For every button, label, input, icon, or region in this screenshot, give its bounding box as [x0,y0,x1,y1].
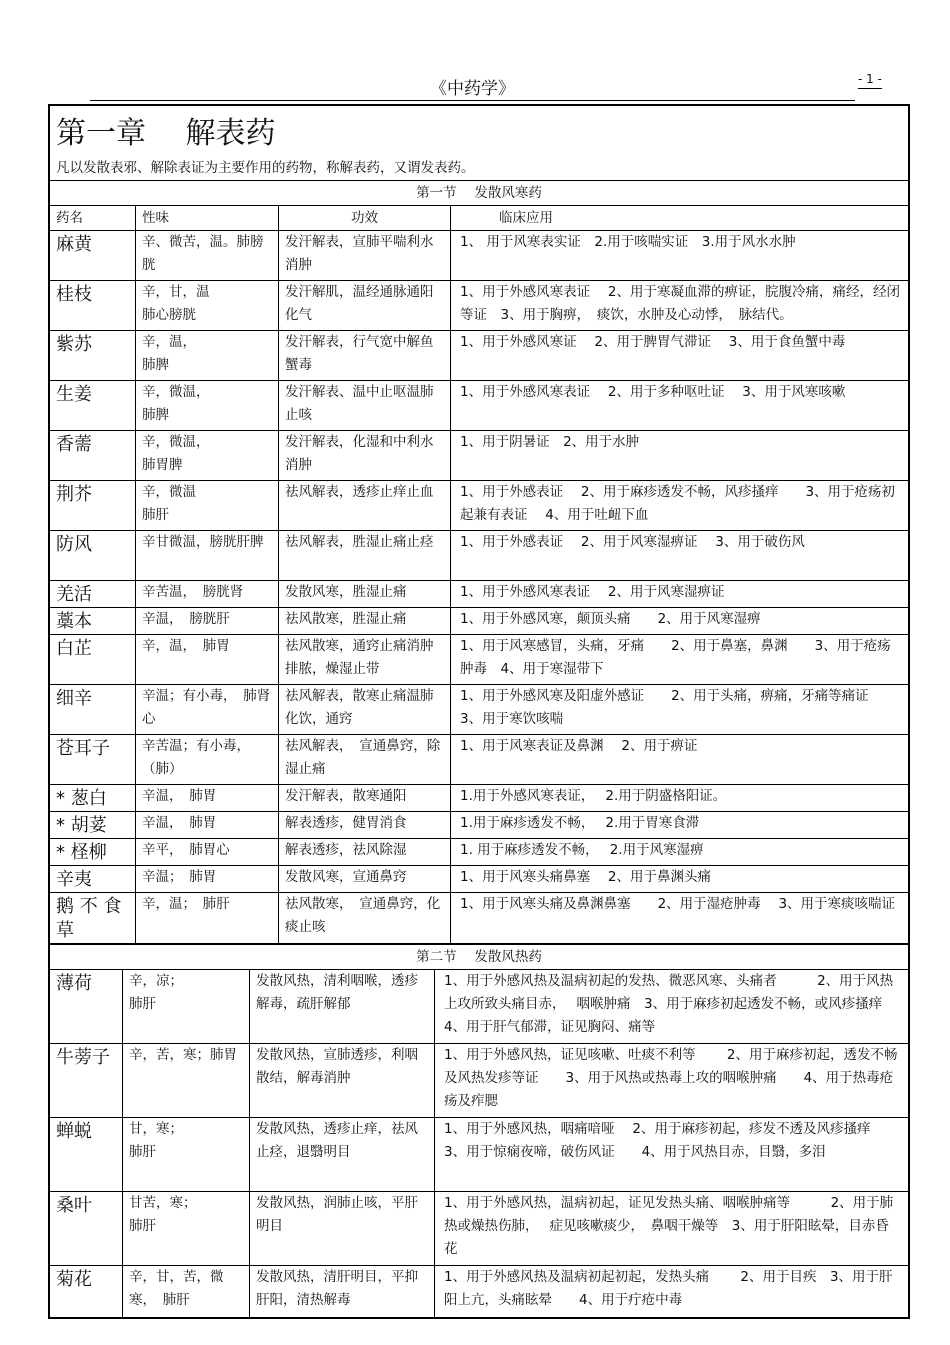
herb-usage: 1、用于外感风热及温病初起的发热、微恶风寒、头痛者 2、用于风热上攻所致头痛目赤， 咽喉肿痛 3、用于麻疹初起透发不畅，或风疹搔痒 4、用于肝气郁滞，证见胸闷、痛等 [435,970,909,1044]
herb-effect: 祛风解表，散寒止痛温肺化饮，通窍 [279,685,451,735]
herb-name: 牛蒡子 [50,1044,123,1118]
herb-nature: 辛温， 膀胱肝 [136,608,279,635]
herb-name: 苍耳子 [50,735,136,785]
herb-effect: 祛风散寒，通窍止痛消肿排脓，燥湿止带 [279,635,451,685]
herb-effect: 祛风解表，胜湿止痛止痉 [279,531,451,581]
herb-nature: 辛温， 肺胃 [136,785,279,812]
herb-nature: 辛，甘，温 肺心膀胱 [136,281,279,331]
herb-row [50,581,909,608]
herb-usage: 1、用于风寒头痛鼻塞 2、用于鼻渊头痛 [451,866,909,893]
herb-effect: 发散风热，润肺止咳，平肝明目 [250,1192,435,1266]
herb-effect: 祛风解表， 宣通鼻窍，除湿止痛 [279,735,451,785]
herb-name: 羌活 [50,581,136,608]
herb-name: * 葱白 [50,785,136,812]
herb-name: 菊花 [50,1266,123,1318]
herb-name: 紫苏 [50,331,136,381]
herb-usage: 1、用于外感风热及温病初起初起，发热头痛 2、用于目疾 3、用于肝阳上亢，头痛眩晕 4、用于疔疮中毒 [435,1266,909,1318]
herb-nature: 辛，甘，苦，微寒， 肺肝 [123,1266,250,1318]
herb-table-frame [48,104,910,1319]
herb-usage: 1、用于风寒感冒，头痛，牙痛 2、用于鼻塞，鼻渊 3、用于疮疡肿毒 4、用于寒湿带下 [451,635,909,685]
herb-usage: 1、用于外感风寒证 2、用于脾胃气滞证 3、用于食鱼蟹中毒 [451,331,909,381]
herb-row [50,1118,909,1192]
herb-usage: 1、用于外感风寒，颠顶头痛 2、用于风寒湿痹 [451,608,909,635]
herb-row [50,608,909,635]
herb-effect: 解表透疹，健胃消食 [279,812,451,839]
herb-name: 蝉蜕 [50,1118,123,1192]
herb-name: 桑叶 [50,1192,123,1266]
herb-effect: 发汗解表、温中止呕温肺止咳 [279,381,451,431]
herb-effect: 发散风热，清肝明目，平抑肝阳，清热解毒 [250,1266,435,1318]
herb-name: 桂枝 [50,281,136,331]
herb-nature: 辛温； 肺胃 [136,866,279,893]
herb-usage: 1. 用于麻疹透发不畅， 2.用于风寒湿痹 [451,839,909,866]
book-title: 《中药学》 [430,79,515,99]
herb-name: 辛夷 [50,866,136,893]
herb-usage: 1.用于外感风寒表证， 2.用于阴盛格阳证。 [451,785,909,812]
herb-name: * 胡荽 [50,812,136,839]
herb-row [50,1192,909,1266]
herb-usage: 1、用于外感表证 2、用于麻疹透发不畅，风疹搔痒 3、用于疮疡初起兼有表证 4、用于吐衄下血 [451,481,909,531]
herb-usage: 1、用于外感表证 2、用于风寒湿痹证 3、用于破伤风 [451,531,909,581]
col-header-name: 药名 [50,206,136,231]
herb-usage: 1、用于外感风寒表证 2、用于风寒湿痹证 [451,581,909,608]
herb-nature: 辛，苦，寒；肺胃 [123,1044,250,1118]
herb-effect: 解表透疹，祛风除湿 [279,839,451,866]
herb-name: 荆芥 [50,481,136,531]
herb-name: 细辛 [50,685,136,735]
herb-row [50,635,909,685]
herb-row [50,431,909,481]
herb-row [50,839,909,866]
herb-name: * 柽柳 [50,839,136,866]
herb-row [50,481,909,531]
herb-usage: 1.用于麻疹透发不畅， 2.用于胃寒食滞 [451,812,909,839]
herb-effect: 发汗解表，行气宽中解鱼蟹毒 [279,331,451,381]
herb-usage: 1、用于风寒表证及鼻渊 2、用于痹证 [451,735,909,785]
section-title: 第二节 发散风热药 [50,945,909,970]
herb-effect: 发汗解表，化湿和中利水消肿 [279,431,451,481]
herb-effect: 发散风热，清利咽喉，透疹解毒，疏肝解郁 [250,970,435,1044]
herb-name: 防风 [50,531,136,581]
herb-nature: 辛，温； 肺肝 [136,893,279,944]
herb-effect: 祛风散寒， 宣通鼻窍，化痰止咳 [279,893,451,944]
herb-name: 藁本 [50,608,136,635]
herb-nature: 辛，凉； 肺肝 [123,970,250,1044]
chapter-intro: 凡以发散表邪、解除表证为主要作用的药物，称解表药，又谓发表药。 [56,160,475,176]
page-number: - 1 - [858,72,882,89]
herb-effect: 发汗解表，宣肺平喘利水消肿 [279,231,451,281]
herb-effect: 发汗解表，散寒通阳 [279,785,451,812]
herb-row [50,893,909,944]
herb-nature: 辛甘微温，膀胱肝脾 [136,531,279,581]
col-header-effect: 功效 [279,206,451,231]
col-header-usage: 临床应用 [451,206,909,231]
herb-effect: 发汗解肌，温经通脉通阳化气 [279,281,451,331]
herb-name: 香薷 [50,431,136,481]
herb-usage: 1、 用于风寒表实证 2.用于咳喘实证 3.用于风水水肿 [451,231,909,281]
herb-name: 生姜 [50,381,136,431]
herb-row [50,1044,909,1118]
column-headers [50,206,909,231]
herb-nature: 辛温， 肺胃 [136,812,279,839]
herb-usage: 1、用于风寒头痛及鼻渊鼻塞 2、用于湿疮肿毒 3、用于寒痰咳喘证 [451,893,909,944]
chapter-header [50,106,909,181]
herb-table-1 [49,105,909,944]
herb-usage: 1、用于外感风热，证见咳嗽、吐痰不利等 2、用于麻疹初起，透发不畅及风热发疹等证 3、用于风热或热毒上攻的咽喉肿痛 4、用于热毒疮疡及痄腮 [435,1044,909,1118]
herb-nature: 辛苦温， 膀胱肾 [136,581,279,608]
herb-effect: 发散风寒，宣通鼻窍 [279,866,451,893]
section-title: 第一节 发散风寒药 [50,181,909,206]
herb-effect: 祛风散寒，胜湿止痛 [279,608,451,635]
herb-usage: 1、用于外感风热，温病初起，证见发热头痛、咽喉肿痛等 2、用于肺热或燥热伤肺， 症见咳嗽痰少， 鼻咽干燥等 3、用于肝阳眩晕，目赤昏花 [435,1192,909,1266]
herb-usage: 1、用于外感风寒及阳虚外感证 2、用于头痛，痹痛，牙痛等痛证 3、用于寒饮咳喘 [451,685,909,735]
herb-usage: 1、用于外感风寒表证 2、用于寒凝血滞的痹证，脘腹冷痛，痛经，经闭等证 3、用于胸痹， 痰饮，水肿及心动悸， 脉结代。 [451,281,909,331]
herb-nature: 辛苦温；有小毒，（肺） [136,735,279,785]
herb-usage: 1、用于外感风热，咽痛喑哑 2、用于麻疹初起，疹发不透及风疹搔痒 3、用于惊痫夜啼，破伤风证 4、用于风热目赤，目翳，多泪 [435,1118,909,1192]
herb-name: 麻黄 [50,231,136,281]
herb-row [50,735,909,785]
herb-row [50,531,909,581]
page-header [90,74,855,101]
chapter-title: 第一章 解表药 [56,116,276,151]
herb-effect: 发散风热，宣肺透疹，利咽散结，解毒消肿 [250,1044,435,1118]
herb-nature: 辛，微温， 肺胃脾 [136,431,279,481]
herb-usage: 1、用于阴暑证 2、用于水肿 [451,431,909,481]
herb-usage: 1、用于外感风寒表证 2、用于多种呕吐证 3、用于风寒咳嗽 [451,381,909,431]
herb-row [50,1266,909,1318]
herb-nature: 辛温；有小毒， 肺肾心 [136,685,279,735]
herb-row [50,970,909,1044]
herb-row [50,866,909,893]
herb-row [50,685,909,735]
herb-name: 薄荷 [50,970,123,1044]
herb-row [50,785,909,812]
herb-row [50,381,909,431]
herb-row [50,331,909,381]
herb-effect: 发散风寒，胜湿止痛 [279,581,451,608]
col-header-nature: 性味 [136,206,279,231]
herb-nature: 甘，寒； 肺肝 [123,1118,250,1192]
herb-name: 鹅 不 食 草 [50,893,136,944]
herb-effect: 发散风热，透疹止痒，祛风止痉，退翳明目 [250,1118,435,1192]
herb-nature: 辛，微温 肺肝 [136,481,279,531]
herb-name: 白芷 [50,635,136,685]
herb-nature: 辛，温， 肺脾 [136,331,279,381]
herb-row [50,281,909,331]
herb-row [50,231,909,281]
herb-effect: 祛风解表，透疹止痒止血 [279,481,451,531]
herb-nature: 辛平， 肺胃心 [136,839,279,866]
herb-nature: 辛，温， 肺胃 [136,635,279,685]
herb-row [50,812,909,839]
herb-nature: 辛，微温， 肺脾 [136,381,279,431]
herb-nature: 甘苦，寒； 肺肝 [123,1192,250,1266]
herb-table-2 [49,944,909,1318]
herb-nature: 辛、微苦，温。肺膀胱 [136,231,279,281]
